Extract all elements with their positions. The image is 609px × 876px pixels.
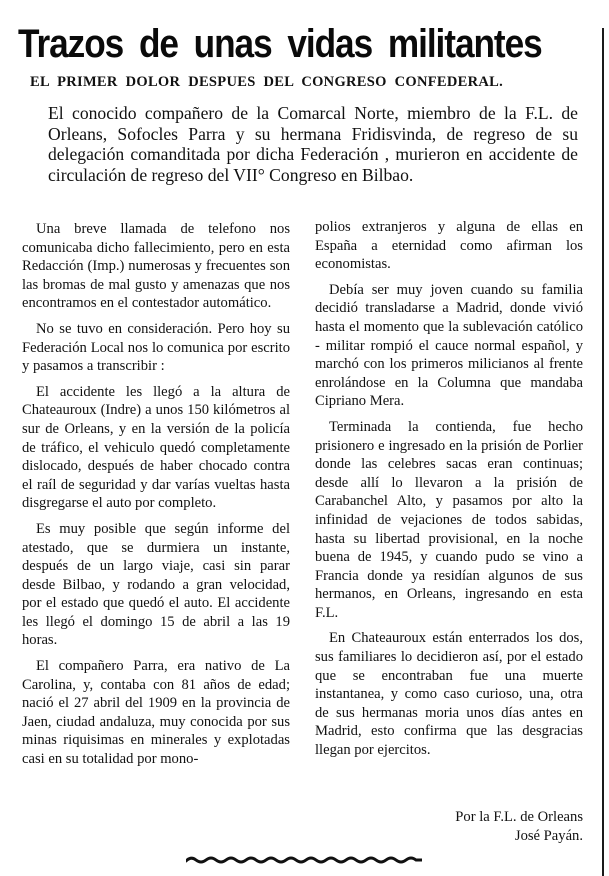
body-paragraph: No se tuvo en consideración. Pero hoy su Federación Local nos lo comunica por escrito y pasamos a transcribir : (22, 320, 290, 375)
signature (315, 808, 583, 846)
body-paragraph: Debía ser muy joven cuando su familia decidió transladarse a Madrid, donde vivió hasta el momento que la sublevación católico - militar rompió el cauce normal español, y marchó con los primeros milicianos al frente enrolándose en la Columna que mandaba Cipriano Mera. (315, 281, 583, 410)
body-paragraph: En Chateauroux están enterrados los dos, sus familiares lo decidieron así, por el estado que se encontraban fue una muerte instantanea, y como caso curioso, una, otra de sus hermanas moria unos días antes en Madrid, esto confirma que las desgracias llegan por ejercitos. (315, 630, 583, 759)
headline: Trazos de unas vidas militantes (18, 22, 542, 66)
body-paragraph: Es muy posible que según informe del atestado, que se durmiera un instante, después de un largo viaje, casi sin parar desde Bilbao, y rodando a gran velocidad, por el estado que quedó el auto. El accidente les llegó el domingo 15 de abril a las 19 horas. (22, 520, 290, 649)
intro-paragraph: El conocido compañero de la Comarcal Norte, miembro de la F.L. de Orleans, Sofocles Parra y su hermana Fridisvinda, de regreso de su delegación comanditada por dicha Federación , murieron en accidente de circulación de regreso del VII° Congreso en Bilbao. (48, 103, 578, 185)
vertical-rule (602, 28, 604, 876)
body-paragraph-continuation: polios extranjeros y alguna de ellas en España a eternidad como afirman los economistas. (315, 219, 583, 273)
body-paragraph: El accidente les llegó a la altura de Chateauroux (Indre) a unos 150 kilómetros al sur de Orleans, y en la versión de la policía de tráfico, el vehiculo quedó completamente dislocado, después de haber chocado contra el raíl de seguridad y dar varías vueltas hasta disgregarse el auto por completo. (22, 383, 290, 512)
body-paragraph: Terminada la contienda, fue hecho prisionero e ingresado en la prisión de Porlier donde las celebres sacas eran continuas; desde allí lo llevaron a la prisión de Carabanchel Alto, y pasamos por alto la infinidad de vejaciones de todos sabidas, hasta su libertad provisional, en la noche buena de 1945, y cuando pudo se vino a Francia donde ya residían algunos de sus hermanos, en Orleans, ingresando en esta F.L. (315, 418, 583, 621)
right-column (315, 218, 583, 767)
wavy-line-path (186, 858, 422, 862)
subheadline: EL PRIMER DOLOR DESPUES DEL CONGRESO CONFEDERAL. (30, 74, 504, 90)
wavy-line-divider (186, 855, 422, 865)
signature-organization: Por la F.L. de Orleans (455, 809, 583, 825)
signature-author: José Payán. (514, 828, 583, 844)
body-paragraph: Una breve llamada de telefono nos comunicaba dicho fallecimiento, pero en esta Redacción (Imp.) numerosas y frecuentes son las bromas de mal gusto y amenazas que nos encontramos en el contestador automático. (22, 221, 290, 312)
body-paragraph: El compañero Parra, era nativo de La Carolina, y, contaba con 81 años de edad; nació el 27 abril del 1909 en la provincia de Jaen, ciudad andaluza, muy conocida por sus minas riquisimas en minerales y explotadas casi en su totalidad por mono- (22, 658, 290, 768)
left-column (22, 220, 290, 776)
